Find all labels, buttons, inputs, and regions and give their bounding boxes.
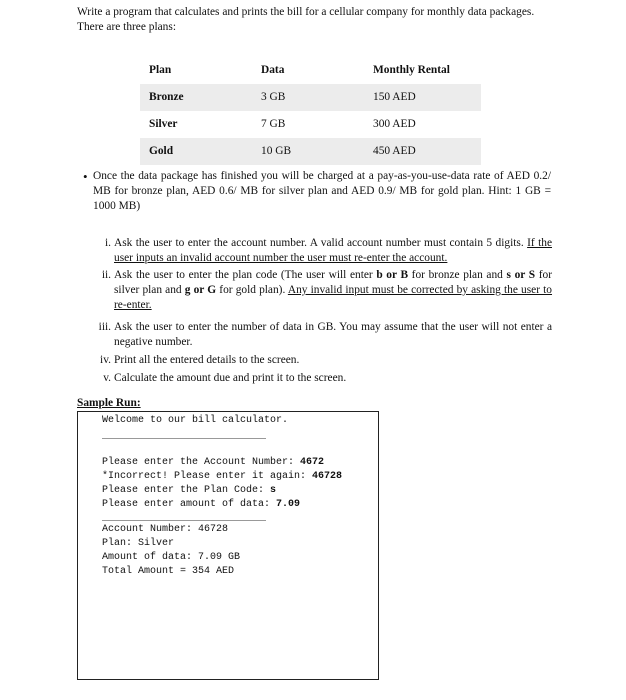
console-line (102, 499, 300, 510)
header-data: Data (261, 64, 285, 76)
task-text: for gold plan). (216, 284, 288, 296)
cell-rental: 450 AED (373, 145, 416, 157)
list-text: Print all the entered details to the screen. (114, 354, 300, 366)
cell-rental: 300 AED (373, 118, 416, 130)
task-text: Ask the user to enter the account number. A valid account number must contain 5 digits. (114, 237, 528, 249)
list-number: i. (104, 237, 111, 249)
list-number: v. (103, 372, 111, 384)
header-rental: Monthly Rental (373, 64, 450, 76)
cell-plan: Bronze (149, 91, 184, 103)
cell-plan: Silver (149, 118, 178, 130)
intro-paragraph: Write a program that calculates and prints the bill for a cellular company for monthly data packages. There are three plans: (77, 6, 535, 33)
plans-table (140, 57, 481, 165)
cell-data: 10 GB (261, 145, 292, 157)
list-text (114, 268, 552, 313)
table-header-row (140, 57, 481, 84)
cell-data: 7 GB (261, 118, 286, 130)
bullet-text: Once the data package has finished you will be charged at a pay-as-you-use-data rate of AED 0.2/ MB for bronze plan, AED 0.6/ MB for silver plan and AED 0.9/ MB for gold plan. Hint: 1 GB = 1000 MB) (93, 170, 551, 212)
cell-plan: Gold (149, 145, 174, 157)
list-text: Ask the user to enter the number of data in GB. You may assume that the user will not enter a negative number. (114, 321, 552, 348)
table-row (140, 84, 481, 111)
task-bold: s or S (506, 269, 536, 281)
list-number: iv. (100, 354, 111, 366)
table-row (140, 138, 481, 165)
console-input: s (270, 485, 277, 496)
task-underlined: If the user inputs an invalid account number the user must re-enter the account. (114, 237, 552, 264)
console-input: 4672 (300, 457, 325, 468)
task-bold: g or G (184, 284, 217, 296)
console-output: Amount of data: 7.09 GB (102, 552, 241, 563)
task-bold: b or B (376, 269, 409, 281)
sample-run-title: Sample Run: (77, 397, 141, 409)
task-underlined: Any invalid input must be corrected by asking the user to re-enter. (114, 284, 553, 311)
console-divider (102, 520, 266, 521)
console-input: 46728 (312, 471, 343, 482)
task-text: for bronze plan and (408, 269, 507, 281)
task-text: Ask the user to enter the plan code (The user will enter (114, 269, 377, 281)
console-line (102, 471, 342, 482)
header-plan: Plan (149, 64, 172, 76)
list-text (114, 236, 552, 266)
cell-data: 3 GB (261, 91, 286, 103)
console-output: Account Number: 46728 (102, 524, 229, 535)
console-output: Total Amount = 354 AED (102, 566, 235, 577)
list-text: Calculate the amount due and print it to the screen. (114, 372, 347, 384)
console-input: 7.09 (276, 499, 301, 510)
table-row (140, 111, 481, 138)
console-prompt: Please enter amount of data: (102, 499, 277, 510)
cell-rental: 150 AED (373, 91, 416, 103)
sample-run-console (77, 411, 379, 680)
console-prompt: Please enter the Plan Code: (102, 485, 271, 496)
list-number: iii. (98, 321, 111, 333)
bullet-dot-icon: • (83, 169, 88, 184)
console-prompt: *Incorrect! Please enter it again: (102, 471, 313, 482)
console-line (102, 485, 276, 496)
console-divider (102, 438, 266, 439)
console-line (102, 457, 324, 468)
task-text: for silver plan and (114, 269, 552, 296)
list-number: ii. (101, 269, 111, 281)
console-welcome: Welcome to our bill calculator. (102, 415, 289, 426)
console-output: Plan: Silver (102, 538, 175, 549)
console-prompt: Please enter the Account Number: (102, 457, 301, 468)
